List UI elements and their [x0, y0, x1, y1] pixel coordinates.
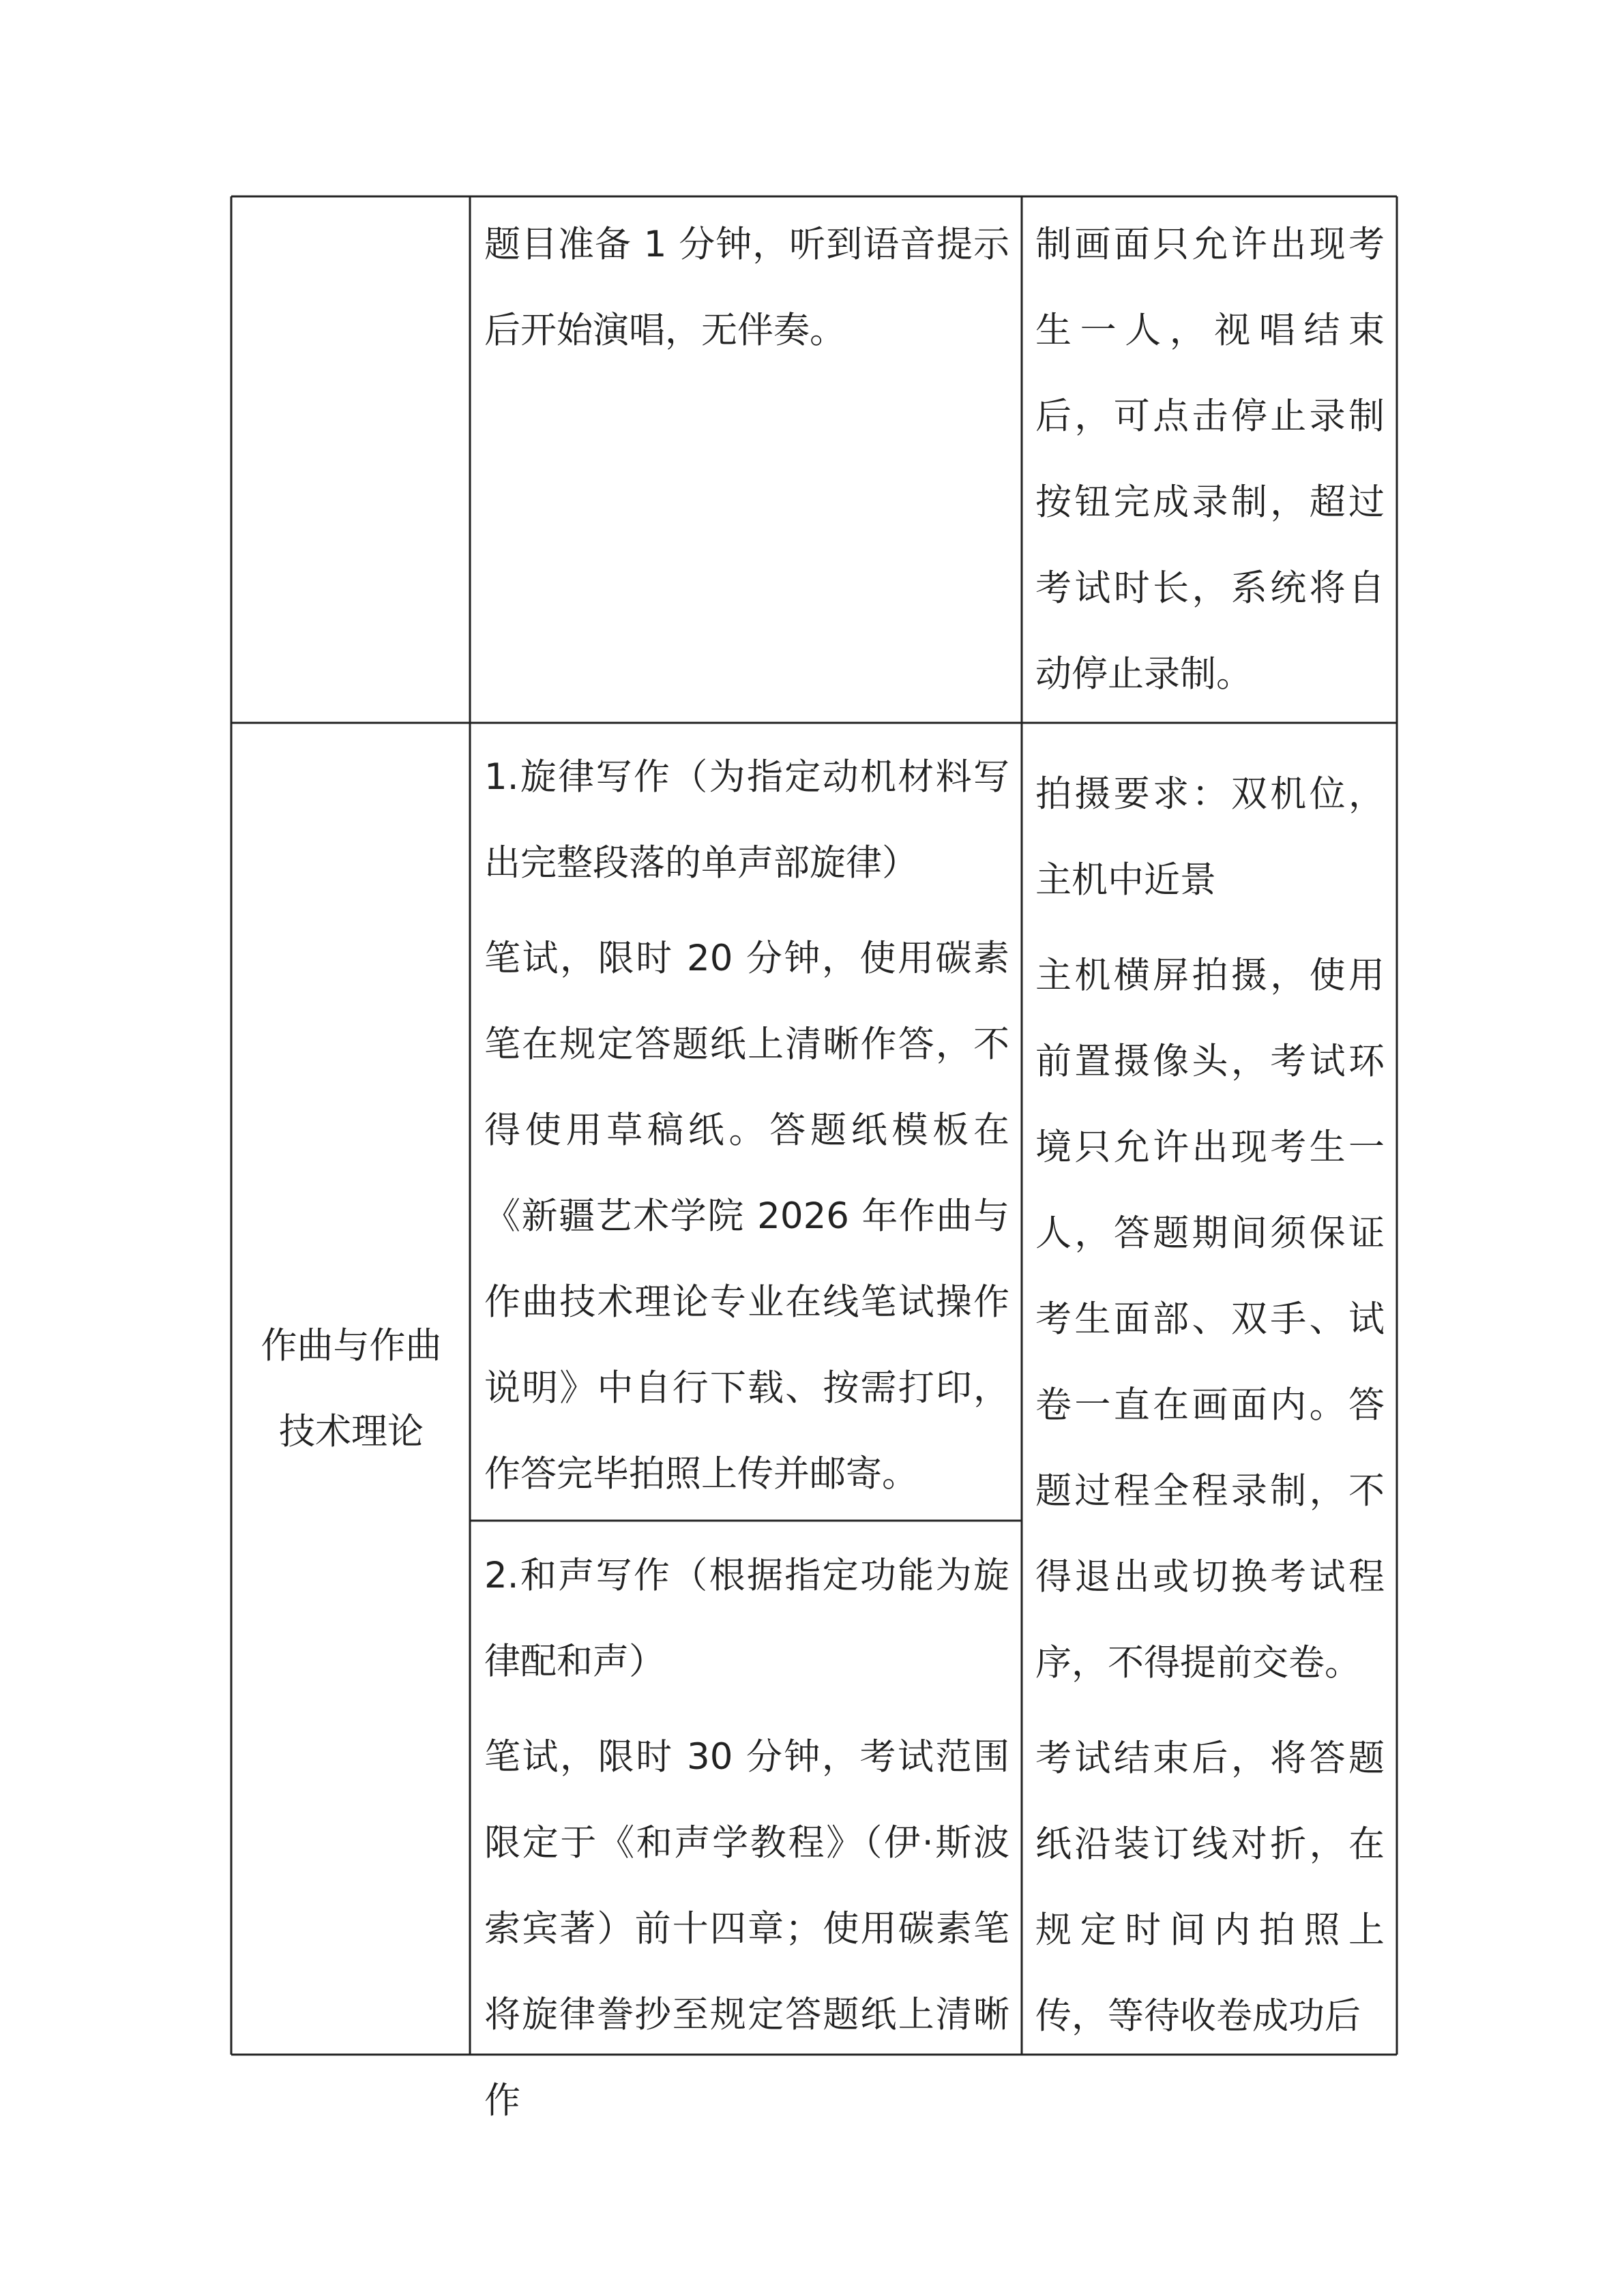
row1-col3-cell: [1035, 202, 1385, 717]
row1-col3-text: 制画面只允许出现考生一人，视唱结束后，可点击停止录制按钮完成录制，超过考试时长，系统将自动停止录制。: [1035, 224, 1385, 695]
shooting-requirement-heading: 拍摄要求：双机位，主机中近景: [1035, 773, 1385, 901]
row1-col2-text: 题目准备 1 分钟，听到语音提示后开始演唱，无伴奏。: [484, 224, 1009, 351]
row1-col2-cell: [484, 202, 1009, 374]
row2-col3-cell: [1035, 751, 1385, 2053]
row2-item1-cell: [484, 734, 1009, 1519]
item1-description: 笔试，限时 20 分钟，使用碳素笔在规定答题纸上清晰作答，不得使用草稿纸。答题纸模板在《新疆艺术学院 2026 年作曲与作曲技术理论专业在线笔试操作说明》中自行下载、按需打印，作答完毕拍照上传并邮寄。: [484, 938, 1009, 1495]
shooting-requirement-body: 主机横屏拍摄，使用前置摄像头，考试环境只允许出现考生一人，答题期间须保证考生面部、双手、试卷一直在画面内。答题过程全程录制，不得退出或切换考试程序，不得提前交卷。: [1035, 955, 1385, 1684]
item1-title: 1.旋律写作（为指定动机材料写出完整段落的单声部旋律）: [484, 756, 1009, 884]
item2-description: 笔试，限时 30 分钟，考试范围限定于《和声学教程》（伊·斯波索宾著）前十四章；使用碳素笔将旋律誊抄至规定答题纸上清晰作: [484, 1736, 1009, 2121]
submission-instructions: 考试结束后，将答题纸沿装订线对折，在规定时间内拍照上传，等待收卷成功后: [1035, 1738, 1385, 2037]
category-label: 作曲与作曲技术理论: [261, 1324, 442, 1452]
row2-item2-cell: [484, 1533, 1009, 2121]
item2-title: 2.和声写作（根据指定功能为旋律配和声）: [484, 1555, 1009, 1682]
row2-col1-cell: [246, 723, 457, 2055]
